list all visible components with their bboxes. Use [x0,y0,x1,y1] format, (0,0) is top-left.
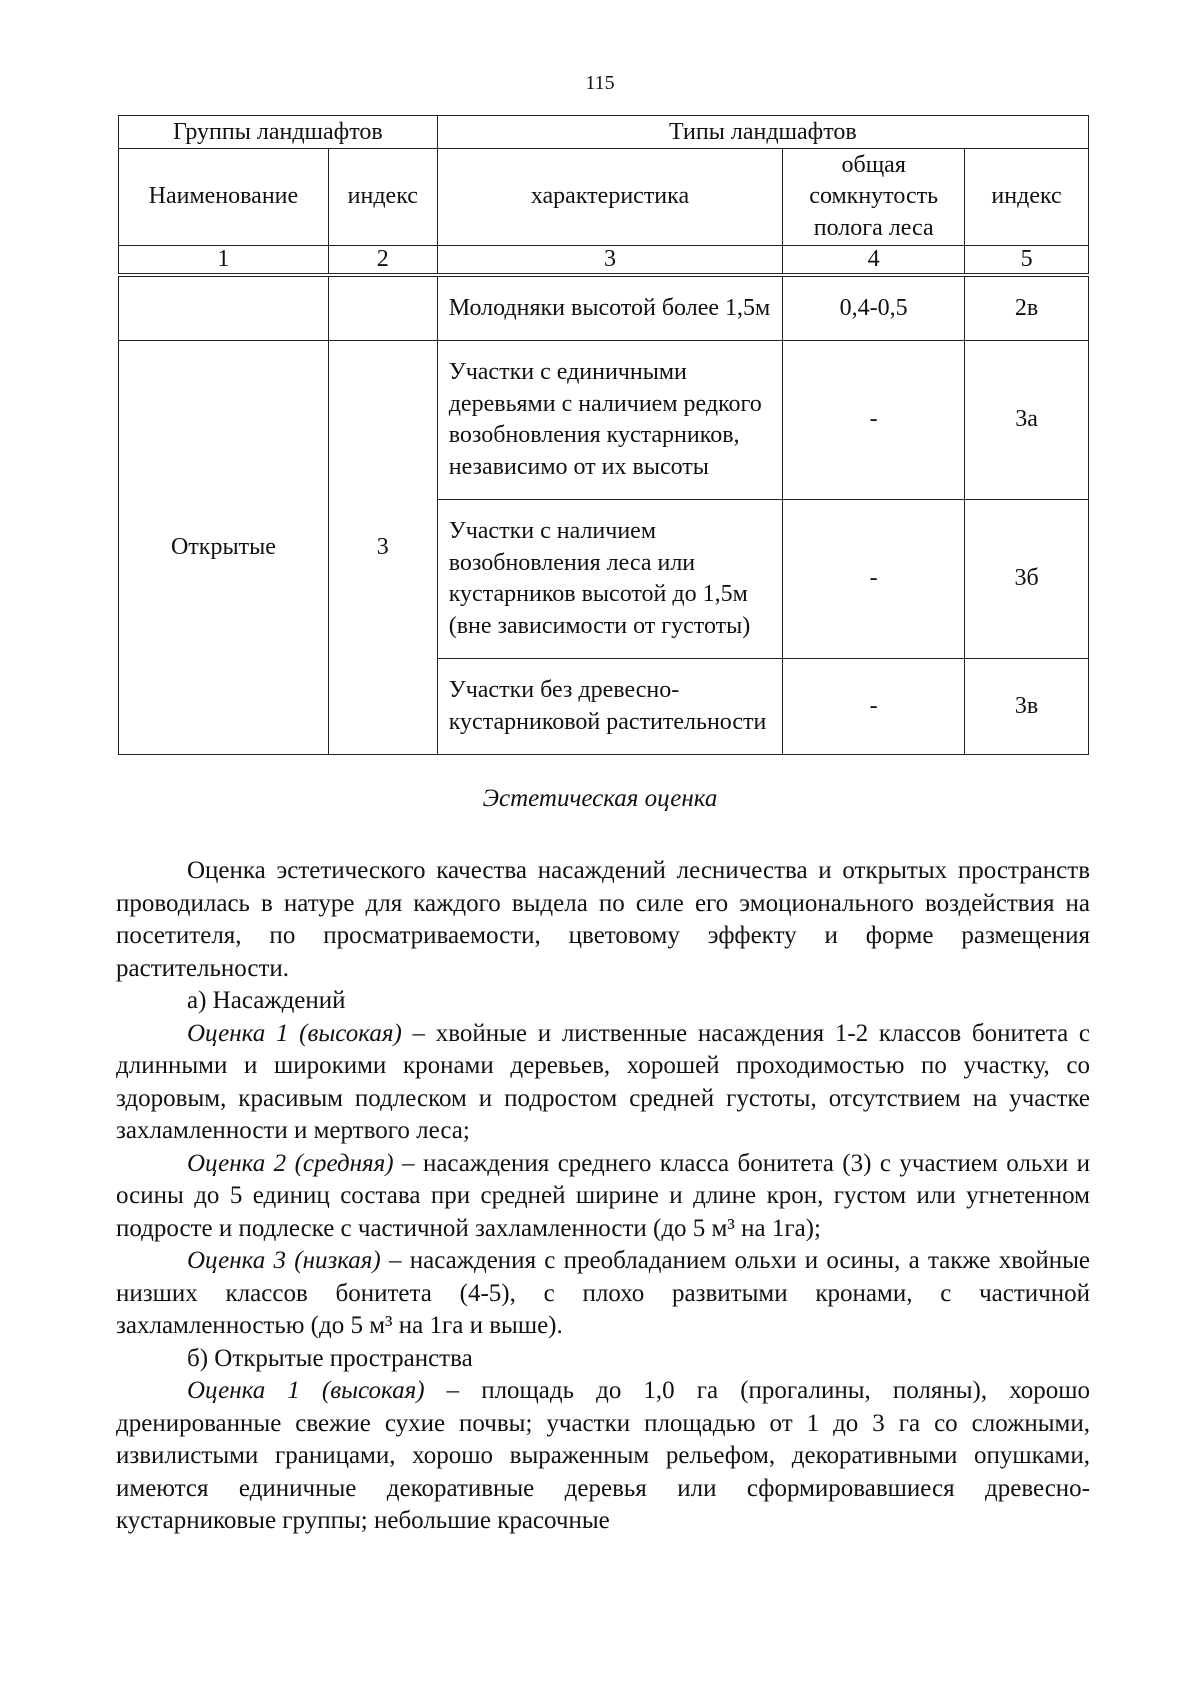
header-canopy-density: общая сомкнутость полога леса [783,149,965,246]
group-open-index: 3 [328,341,437,755]
row-density: - [783,341,965,500]
table-header-row [119,116,1089,149]
row-density: - [783,500,965,659]
rating-text: – хвойные и лиственные насаждения 1-2 классов бонитета с длинными и широкими кронами деревьев, хорошей проходимостью по участку, со здоровым, красивым подлеском и подростом средней густоты, отсутствием на участке захламленности и мертвого леса; [116,1019,1090,1144]
column-number: 1 [119,246,329,276]
column-number: 2 [328,246,437,276]
header-group-index: индекс [328,149,437,246]
header-type-index: индекс [965,149,1089,246]
rating-paragraph [116,1018,1090,1148]
table-subheader-row [119,149,1089,246]
rating-text: – насаждения с преобладанием ольхи и осины, а также хвойные низших классов бонитета (4-5), с плохо развитыми кронами, с частичной захламленностью (до 5 м³ на 1га и выше). [116,1247,1090,1339]
rating-text: – насаждения среднего класса бонитета (3) с участием ольхи и осины до 5 единиц состава при средней ширине и длине крон, густом или угнетенном подросте и подлеске с частичной захламленности (до 5 м³ на 1га); [116,1149,1090,1242]
body-text [116,855,1090,1538]
rating-term: Оценка 2 (средняя) [187,1149,394,1177]
rating-text: – площадь до 1,0 га (прогалины, поляны), хорошо дренированные свежие сухие почвы; участки площадью от 1 до 3 га со сложными, извилистыми границами, хорошо выраженным рельефом, декоративными опушками, имеются единичные декоративные деревья или сформировавшиеся древесно-кустарниковые группы; небольшие красочные [116,1377,1090,1534]
row-characteristic: Участки без древесно-кустарниковой растительности [437,659,783,755]
subsection-a-label: а) Насаждений [187,987,346,1014]
row-index: 3а [965,341,1089,500]
rating-term: Оценка 1 (высокая) [187,1019,402,1047]
row-density: - [783,659,965,755]
landscape-table [118,115,1089,755]
row-density: 0,4-0,5 [783,275,965,341]
header-name: Наименование [119,149,329,246]
row-characteristic: Участки с единичными деревьями с наличием редкого возобновления кустарников, независимо от их высоты [437,341,783,500]
row-characteristic: Молодняки высотой более 1,5м [437,275,783,341]
intro-paragraph: Оценка эстетического качества насаждений лесничества и открытых пространств проводилась в натуре для каждого выдела по силе его эмоционального воздействия на посетителя, по просматриваемости, цветовому эффекту и форме размещения растительности. [116,857,1090,982]
empty-cell [328,275,437,341]
rating-paragraph [116,1148,1090,1246]
rating-term: Оценка 1 (высокая) [187,1377,425,1404]
column-number: 3 [437,246,783,276]
table-row [119,341,1089,500]
section-title: Эстетическая оценка [482,785,718,812]
empty-cell [119,275,329,341]
page-number: 115 [585,72,615,94]
column-number: 4 [783,246,965,276]
rating-paragraph [116,1245,1090,1343]
rating-paragraph [116,1375,1090,1538]
header-characteristic: характеристика [437,149,783,246]
rating-term: Оценка 3 (низкая) [187,1247,381,1274]
subsection-b-label: б) Открытые пространства [187,1344,473,1372]
table-row [119,275,1089,341]
table-column-numbers-row [119,246,1089,276]
row-index: 3б [965,500,1089,659]
row-index: 2в [965,275,1089,341]
row-characteristic: Участки с наличием возобновления леса или кустарников высотой до 1,5м (вне зависимости от густоты) [437,500,783,659]
row-index: 3в [965,659,1089,755]
column-number: 5 [965,246,1089,276]
header-landscape-types: Типы ландшафтов [437,116,1088,149]
group-open-name: Открытые [119,341,329,755]
header-landscape-groups: Группы ландшафтов [119,116,438,149]
